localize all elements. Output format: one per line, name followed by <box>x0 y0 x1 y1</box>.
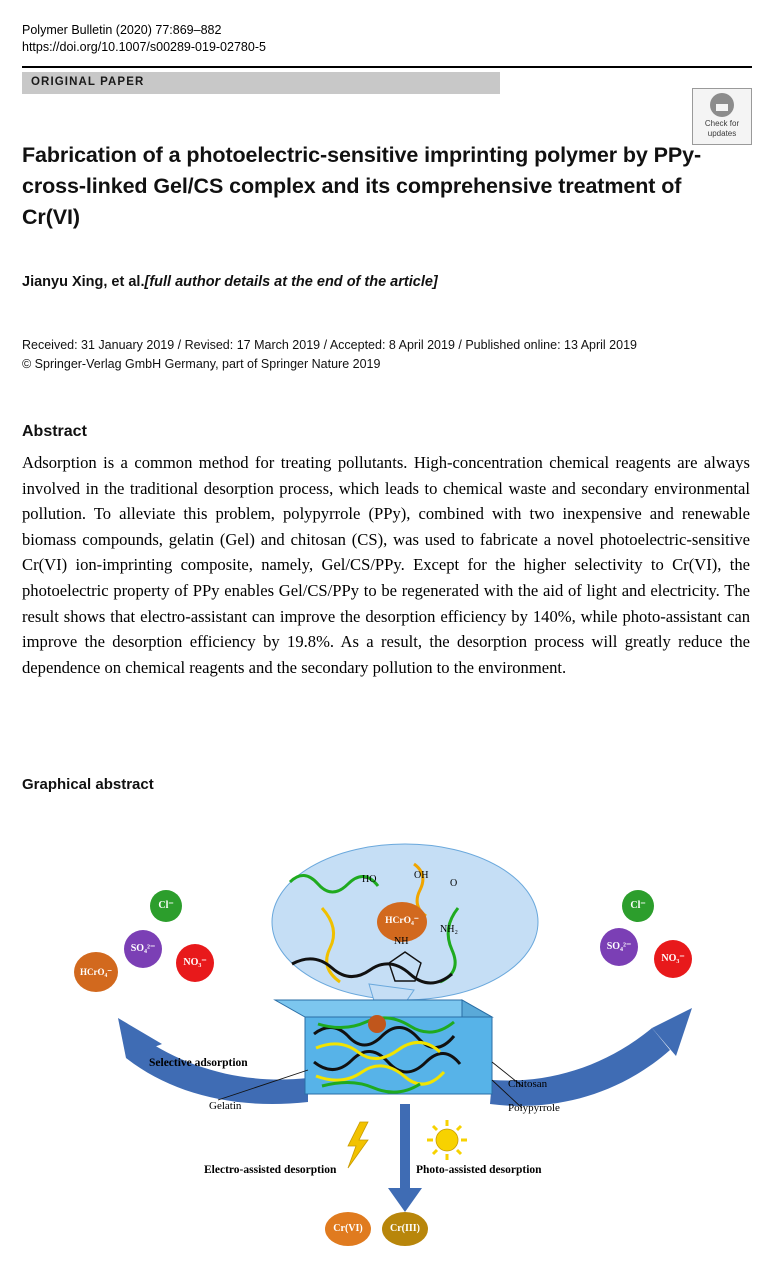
graphical-abstract-heading: Graphical abstract <box>22 776 154 793</box>
section-label-banner <box>22 72 500 94</box>
ion-sulfate-left <box>124 930 162 968</box>
journal-citation: Polymer Bulletin (2020) 77:869–882 <box>22 23 222 37</box>
journal-reference <box>22 22 266 56</box>
label-selective-adsorption: Selective adsorption <box>149 1057 248 1069</box>
author-details-note: [full author details at the end of the article] <box>144 274 438 290</box>
bubble-label-nh2: NH₂ <box>440 924 458 935</box>
ion-label: Cl⁻ <box>158 900 174 911</box>
graphical-abstract-svg <box>22 812 752 1262</box>
ion-nitrate-left <box>176 944 214 982</box>
ion-label: HCrO₄⁻ <box>385 916 419 927</box>
copyright-line: © Springer-Verlag GmbH Germany, part of Springer Nature 2019 <box>22 357 381 371</box>
crossmark-icon <box>710 93 734 117</box>
bubble-label-o: O <box>450 878 458 889</box>
ion-label: Cl⁻ <box>630 900 646 911</box>
ion-label: NO₃⁻ <box>183 957 207 968</box>
crossmark-badge[interactable] <box>692 88 752 145</box>
product-cr-six <box>325 1212 371 1246</box>
ion-label: SO₄²⁻ <box>606 941 632 952</box>
label-photo-assisted-desorption: Photo-assisted desorption <box>416 1164 542 1176</box>
bubble-label-oh: OH <box>414 870 429 881</box>
author-line <box>22 274 722 290</box>
header-divider <box>22 66 752 68</box>
ion-label: SO₄²⁻ <box>130 943 156 954</box>
ion-chloride-right <box>622 890 654 922</box>
received-revised-accepted: Received: 31 January 2019 / Revised: 17 March 2019 / Accepted: 8 April 2019 / Published online: 13 April 2019 <box>22 338 637 352</box>
label-gelatin: Gelatin <box>209 1100 242 1112</box>
product-cr-three <box>382 1212 428 1246</box>
section-label-text: ORIGINAL PAPER <box>31 76 145 88</box>
journal-doi: https://doi.org/10.1007/s00289-019-02780-5 <box>22 40 266 54</box>
author-names: Jianyu Xing, et al. <box>22 274 145 290</box>
ion-chloride-left <box>150 890 182 922</box>
crossmark-line2: updates <box>707 128 737 138</box>
abstract-heading: Abstract <box>22 423 87 440</box>
label-polypyrrole: Polypyrrole <box>508 1102 560 1114</box>
label-chitosan: Chitosan <box>508 1078 548 1090</box>
ion-nitrate-right <box>654 940 692 978</box>
bubble-label-ho: HO <box>362 874 377 885</box>
ion-label: NO₃⁻ <box>661 953 685 964</box>
ion-dichromate-left <box>74 952 118 992</box>
label-electro-assisted-desorption: Electro-assisted desorption <box>204 1164 337 1176</box>
ion-label: HCrO₄⁻ <box>80 966 112 977</box>
abstract-text: Adsorption is a common method for treating pollutants. High-concentration chemical reagents are always involved in the traditional desorption process, which leads to chemical waste and secondary environmental pollution. To alleviate this problem, polypyrrole (PPy), combined with two inexpensive and renewable biomass compounds, gelatin (Gel) and chitosan (CS), was used to fabricate a novel photoelectric-sensitive Cr(VI) ion-imprinting composite, namely, Gel/CS/PPy. Except for the higher selectivity to Cr(VI), the photoelectric property of PPy enables Gel/CS/PPy to be regenerated with the aid of light and electricity. The result shows that electro-assistant can improve the desorption efficiency by 140%, while photo-assistant can improve the desorption efficiency by 19.8%. As a result, the desorption process will greatly reduce the dependence on chemical reagents and the secondary pollution to the environment. <box>22 453 750 677</box>
crossmark-line1: Check for <box>704 119 740 128</box>
page-title: Fabrication of a photoelectric-sensitive imprinting polymer by PPy-cross-linked Gel/CS complex and its comprehensive treatment of Cr(VI) <box>22 143 702 229</box>
ion-label: Cr(VI) <box>333 1223 363 1234</box>
ion-label: Cr(III) <box>390 1223 420 1234</box>
ion-sulfate-right <box>600 928 638 966</box>
bubble-label-nh: NH <box>394 936 409 947</box>
publication-dates <box>22 336 752 374</box>
graphical-abstract-figure <box>22 812 752 1262</box>
